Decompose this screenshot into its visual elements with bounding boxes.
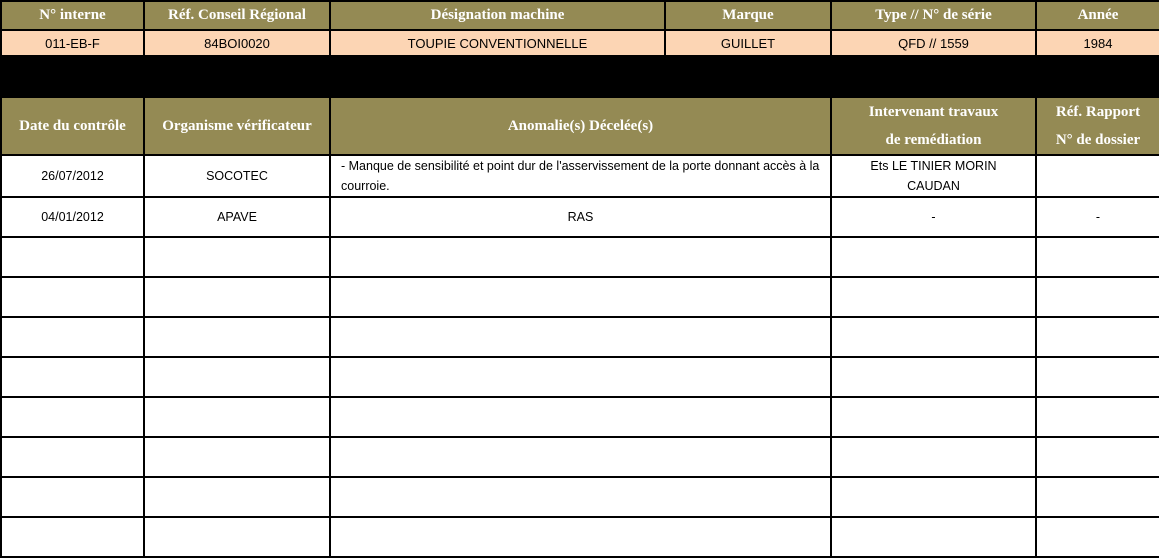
empty-cell xyxy=(1036,317,1159,357)
empty-cell xyxy=(330,277,831,317)
empty-cell xyxy=(831,277,1036,317)
control-anomalies: - Manque de sensibilité et point dur de l'asservissement de la porte donnant accès à la courroie. xyxy=(330,155,831,197)
empty-cell xyxy=(1036,277,1159,317)
machine-header-row xyxy=(1,1,1159,30)
empty-cell xyxy=(1,517,144,557)
header-ref-line2: N° de dossier xyxy=(1055,132,1141,148)
empty-cell xyxy=(831,517,1036,557)
controls-header-row xyxy=(1,97,1159,155)
empty-cell xyxy=(1,277,144,317)
empty-cell xyxy=(144,317,330,357)
empty-cell xyxy=(144,237,330,277)
empty-cell xyxy=(330,437,831,477)
empty-cell xyxy=(831,397,1036,437)
empty-control-row xyxy=(1,317,1159,357)
separator-band-cell xyxy=(1,56,1159,97)
control-date: 26/07/2012 xyxy=(1,155,144,197)
empty-cell xyxy=(1036,397,1159,437)
empty-cell xyxy=(144,357,330,397)
separator-band xyxy=(1,56,1159,97)
empty-cell xyxy=(831,437,1036,477)
header-intervenant-line1: Intervenant travaux xyxy=(868,104,999,120)
empty-control-row xyxy=(1,237,1159,277)
empty-cell xyxy=(1,317,144,357)
empty-cell xyxy=(1,357,144,397)
marque-cell: GUILLET xyxy=(665,30,831,56)
empty-cell xyxy=(1036,517,1159,557)
empty-cell xyxy=(144,477,330,517)
empty-cell xyxy=(330,477,831,517)
control-ref: - xyxy=(1036,197,1159,237)
empty-cell xyxy=(330,517,831,557)
control-intervenant: - xyxy=(831,197,1036,237)
empty-cell xyxy=(831,317,1036,357)
header-intervenant xyxy=(831,97,1036,155)
empty-control-row xyxy=(1,397,1159,437)
empty-cell xyxy=(1,237,144,277)
header-ref-rapport xyxy=(1036,97,1159,155)
empty-cell xyxy=(831,477,1036,517)
header-organisme: Organisme vérificateur xyxy=(144,97,330,155)
control-organisme: SOCOTEC xyxy=(144,155,330,197)
empty-cell xyxy=(330,397,831,437)
empty-cell xyxy=(144,397,330,437)
empty-control-row xyxy=(1,357,1159,397)
empty-cell xyxy=(831,237,1036,277)
ref-conseil-regional-cell: 84BOI0020 xyxy=(144,30,330,56)
header-annee: Année xyxy=(1036,1,1159,30)
header-type-serie: Type // N° de série xyxy=(831,1,1036,30)
control-intervenant-line1: Ets LE TINIER MORIN xyxy=(870,159,997,173)
header-designation-machine: Désignation machine xyxy=(330,1,665,30)
empty-cell xyxy=(831,357,1036,397)
machine-info-row xyxy=(1,30,1159,56)
header-marque: Marque xyxy=(665,1,831,30)
control-date: 04/01/2012 xyxy=(1,197,144,237)
header-ref-conseil-regional: Réf. Conseil Régional xyxy=(144,1,330,30)
annee-cell: 1984 xyxy=(1036,30,1159,56)
control-row xyxy=(1,197,1159,237)
empty-cell xyxy=(330,317,831,357)
control-ref xyxy=(1036,155,1159,197)
header-intervenant-line2: de remédiation xyxy=(885,132,982,148)
header-ref-line1: Réf. Rapport xyxy=(1055,104,1141,120)
empty-control-row xyxy=(1,277,1159,317)
empty-cell xyxy=(144,277,330,317)
empty-cell xyxy=(330,357,831,397)
empty-control-row xyxy=(1,517,1159,557)
empty-cell xyxy=(1,437,144,477)
control-intervenant-line2: CAUDAN xyxy=(907,179,960,193)
empty-cell xyxy=(1036,237,1159,277)
empty-control-row xyxy=(1,437,1159,477)
empty-cell xyxy=(1,397,144,437)
empty-cell xyxy=(1036,477,1159,517)
empty-control-row xyxy=(1,477,1159,517)
header-anomalies: Anomalie(s) Décelée(s) xyxy=(330,97,831,155)
control-organisme: APAVE xyxy=(144,197,330,237)
header-date-controle: Date du contrôle xyxy=(1,97,144,155)
header-numero-interne: N° interne xyxy=(1,1,144,30)
type-serie-cell: QFD // 1559 xyxy=(831,30,1036,56)
empty-cell xyxy=(330,237,831,277)
empty-cell xyxy=(1,477,144,517)
empty-cell xyxy=(1036,357,1159,397)
control-intervenant xyxy=(831,155,1036,197)
designation-cell: TOUPIE CONVENTIONNELLE xyxy=(330,30,665,56)
numero-interne-cell: 011-EB-F xyxy=(1,30,144,56)
empty-cell xyxy=(1036,437,1159,477)
control-row xyxy=(1,155,1159,197)
control-anomalies: RAS xyxy=(330,197,831,237)
empty-cell xyxy=(144,517,330,557)
empty-cell xyxy=(144,437,330,477)
